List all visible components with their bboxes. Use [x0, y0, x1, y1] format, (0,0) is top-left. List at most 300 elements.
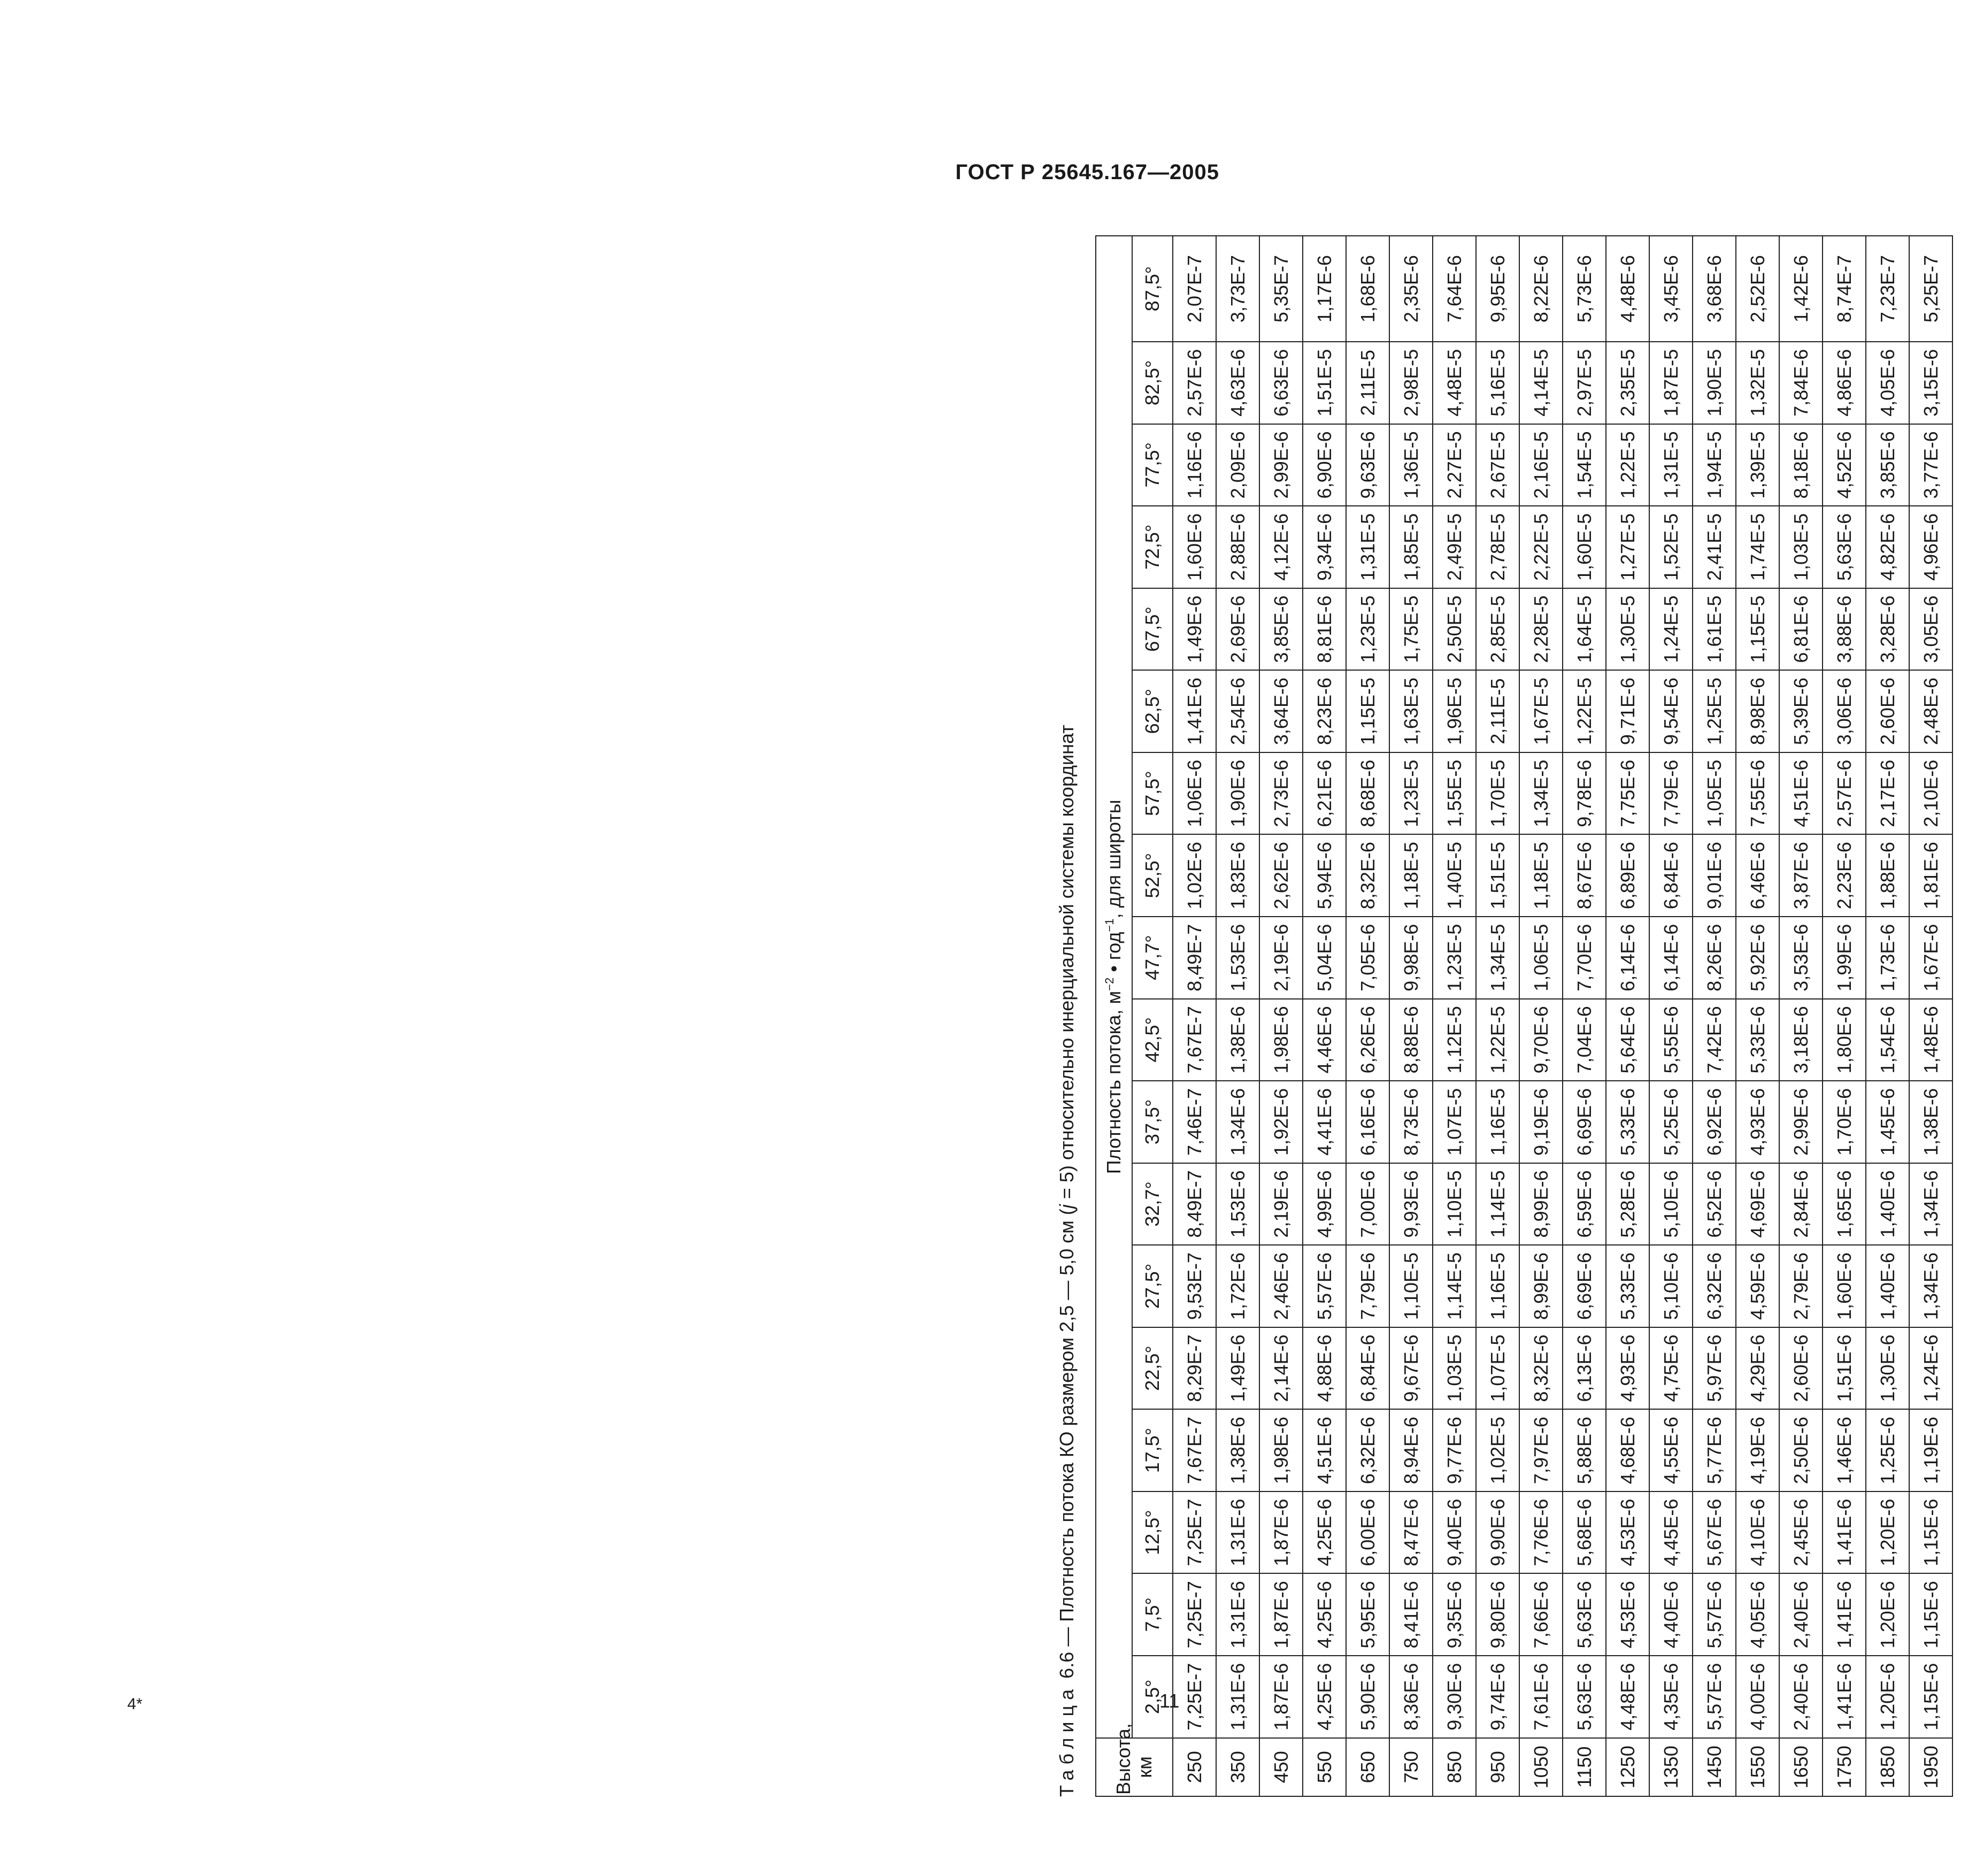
flux-value-cell: 2,41E-5 — [1693, 506, 1736, 588]
flux-value-cell: 5,63E-6 — [1823, 506, 1866, 588]
flux-value-cell: 9,95E-6 — [1476, 236, 1519, 342]
flux-value-cell: 4,55E-6 — [1649, 1409, 1693, 1491]
flux-value-cell: 4,25E-6 — [1303, 1656, 1346, 1738]
flux-value-cell: 5,33E-6 — [1606, 1245, 1649, 1327]
latitude-header-row — [1132, 236, 1173, 1796]
flux-value-cell: 1,52E-5 — [1649, 506, 1693, 588]
flux-value-cell: 1,14E-5 — [1433, 1245, 1476, 1327]
flux-value-cell: 1,72E-6 — [1216, 1245, 1259, 1327]
flux-value-cell: 2,17E-6 — [1866, 752, 1909, 835]
flux-value-cell: 1,61E-5 — [1693, 588, 1736, 671]
flux-value-cell: 4,96E-6 — [1909, 506, 1952, 588]
flux-value-cell: 1,99E-6 — [1823, 917, 1866, 999]
altitude-cell: 1550 — [1736, 1738, 1779, 1796]
altitude-cell: 1950 — [1909, 1738, 1952, 1796]
flux-value-cell: 2,46E-6 — [1259, 1245, 1303, 1327]
flux-value-cell: 1,17E-6 — [1303, 236, 1346, 342]
flux-value-cell: 1,15E-5 — [1346, 670, 1389, 752]
flux-value-cell: 6,90E-6 — [1303, 424, 1346, 506]
flux-value-cell: 6,46E-6 — [1736, 834, 1779, 917]
flux-value-cell: 1,48E-6 — [1909, 999, 1952, 1081]
flux-value-cell: 9,74E-6 — [1476, 1656, 1519, 1738]
flux-value-cell: 7,70E-6 — [1563, 917, 1606, 999]
flux-value-cell: 5,94E-6 — [1303, 834, 1346, 917]
flux-value-cell: 8,23E-6 — [1303, 670, 1346, 752]
flux-value-cell: 4,12E-6 — [1259, 506, 1303, 588]
flux-value-cell: 1,22E-5 — [1606, 424, 1649, 506]
flux-value-cell: 1,70E-6 — [1823, 1081, 1866, 1163]
flux-value-cell: 4,46E-6 — [1303, 999, 1346, 1081]
flux-value-cell: 8,74E-7 — [1823, 236, 1866, 342]
flux-value-cell: 1,30E-6 — [1866, 1327, 1909, 1410]
flux-value-cell: 2,23E-6 — [1823, 834, 1866, 917]
flux-value-cell: 1,32E-5 — [1736, 342, 1779, 424]
flux-value-cell: 3,28E-6 — [1866, 588, 1909, 671]
flux-value-cell: 7,04E-6 — [1563, 999, 1606, 1081]
flux-value-cell: 2,49E-5 — [1433, 506, 1476, 588]
table-row — [1779, 236, 1823, 1796]
flux-value-cell: 7,64E-6 — [1433, 236, 1476, 342]
flux-value-cell: 3,64E-6 — [1259, 670, 1303, 752]
flux-value-cell: 6,69E-6 — [1563, 1081, 1606, 1163]
flux-density-table — [1095, 235, 1953, 1797]
flux-value-cell: 9,77E-6 — [1433, 1409, 1476, 1491]
table-row — [1563, 236, 1606, 1796]
flux-value-cell: 9,35E-6 — [1433, 1573, 1476, 1656]
flux-value-cell: 1,15E-5 — [1736, 588, 1779, 671]
flux-value-cell: 5,97E-6 — [1693, 1327, 1736, 1410]
flux-value-cell: 1,27E-5 — [1606, 506, 1649, 588]
flux-value-cell: 8,18E-6 — [1779, 424, 1823, 506]
flux-value-cell: 1,60E-6 — [1173, 506, 1216, 588]
flux-value-cell: 6,16E-6 — [1346, 1081, 1389, 1163]
flux-value-cell: 2,07E-7 — [1173, 236, 1216, 342]
flux-value-cell: 8,81E-6 — [1303, 588, 1346, 671]
flux-value-cell: 1,34E-5 — [1519, 752, 1563, 835]
altitude-cell: 1650 — [1779, 1738, 1823, 1796]
flux-value-cell: 4,59E-6 — [1736, 1245, 1779, 1327]
altitude-cell: 1450 — [1693, 1738, 1736, 1796]
flux-value-cell: 1,15E-6 — [1909, 1491, 1952, 1574]
flux-value-cell: 1,12E-5 — [1433, 999, 1476, 1081]
flux-value-cell: 5,95E-6 — [1346, 1573, 1389, 1656]
latitude-header: 42,5° — [1132, 999, 1173, 1081]
flux-value-cell: 1,53E-6 — [1216, 917, 1259, 999]
flux-value-cell: 2,11E-5 — [1346, 342, 1389, 424]
latitude-header: 82,5° — [1132, 342, 1173, 424]
flux-value-cell: 9,34E-6 — [1303, 506, 1346, 588]
flux-value-cell: 5,04E-6 — [1303, 917, 1346, 999]
altitude-cell: 850 — [1433, 1738, 1476, 1796]
flux-value-cell: 1,25E-5 — [1693, 670, 1736, 752]
flux-value-cell: 5,90E-6 — [1346, 1656, 1389, 1738]
latitude-header: 57,5° — [1132, 752, 1173, 835]
flux-value-cell: 7,79E-6 — [1346, 1245, 1389, 1327]
flux-value-cell: 5,57E-6 — [1693, 1656, 1736, 1738]
flux-value-cell: 1,38E-6 — [1909, 1081, 1952, 1163]
flux-value-cell: 2,27E-5 — [1433, 424, 1476, 506]
flux-value-cell: 4,48E-6 — [1606, 1656, 1649, 1738]
flux-value-cell: 1,90E-5 — [1693, 342, 1736, 424]
flux-value-cell: 7,84E-6 — [1779, 342, 1823, 424]
latitude-header: 17,5° — [1132, 1409, 1173, 1491]
caption-text-after: = 5) относительно инерциальной системы координат — [1056, 725, 1078, 1205]
flux-value-cell: 9,67E-6 — [1389, 1327, 1433, 1410]
flux-value-cell: 8,94E-6 — [1389, 1409, 1433, 1491]
flux-value-cell: 2,60E-6 — [1866, 670, 1909, 752]
flux-value-cell: 1,07E-5 — [1476, 1327, 1519, 1410]
flux-value-cell: 5,55E-6 — [1649, 999, 1693, 1081]
flux-value-cell: 7,79E-6 — [1649, 752, 1693, 835]
flux-value-cell: 1,31E-6 — [1216, 1491, 1259, 1574]
flux-value-cell: 2,48E-6 — [1909, 670, 1952, 752]
flux-value-cell: 4,29E-6 — [1736, 1327, 1779, 1410]
flux-value-cell: 3,73E-7 — [1216, 236, 1259, 342]
flux-value-cell: 5,39E-6 — [1779, 670, 1823, 752]
table-row — [1216, 236, 1259, 1796]
flux-value-cell: 7,67E-7 — [1173, 1409, 1216, 1491]
flux-value-cell: 1,94E-5 — [1693, 424, 1736, 506]
flux-value-cell: 1,41E-6 — [1823, 1491, 1866, 1574]
flux-value-cell: 5,10E-6 — [1649, 1163, 1693, 1245]
flux-value-cell: 4,69E-6 — [1736, 1163, 1779, 1245]
flux-value-cell: 2,11E-5 — [1476, 670, 1519, 752]
flux-value-cell: 1,19E-6 — [1909, 1409, 1952, 1491]
flux-value-cell: 4,48E-5 — [1433, 342, 1476, 424]
flux-value-cell: 1,18E-5 — [1389, 834, 1433, 917]
flux-value-cell: 2,19E-6 — [1259, 1163, 1303, 1245]
flux-value-cell: 1,65E-6 — [1823, 1163, 1866, 1245]
flux-value-cell: 1,88E-6 — [1866, 834, 1909, 917]
flux-value-cell: 3,53E-6 — [1779, 917, 1823, 999]
flux-value-cell: 5,67E-6 — [1693, 1491, 1736, 1574]
flux-value-cell: 7,42E-6 — [1693, 999, 1736, 1081]
flux-value-cell: 6,32E-6 — [1693, 1245, 1736, 1327]
flux-value-cell: 2,22E-5 — [1519, 506, 1563, 588]
altitude-header-line1: Высота, — [1112, 1723, 1134, 1795]
flux-value-cell: 1,24E-6 — [1909, 1327, 1952, 1410]
flux-value-cell: 7,25E-7 — [1173, 1491, 1216, 1574]
altitude-cell: 1150 — [1563, 1738, 1606, 1796]
flux-value-cell: 1,18E-5 — [1519, 834, 1563, 917]
flux-value-cell: 6,26E-6 — [1346, 999, 1389, 1081]
flux-value-cell: 4,48E-6 — [1606, 236, 1649, 342]
flux-value-cell: 2,73E-6 — [1259, 752, 1303, 835]
flux-value-cell: 2,40E-6 — [1779, 1573, 1823, 1656]
flux-value-cell: 1,41E-6 — [1823, 1573, 1866, 1656]
flux-value-cell: 1,98E-6 — [1259, 999, 1303, 1081]
flux-value-cell: 1,96E-5 — [1433, 670, 1476, 752]
flux-value-cell: 5,57E-6 — [1303, 1245, 1346, 1327]
flux-value-cell: 4,51E-6 — [1779, 752, 1823, 835]
flux-value-cell: 4,93E-6 — [1606, 1327, 1649, 1410]
flux-value-cell: 5,77E-6 — [1693, 1409, 1736, 1491]
flux-value-cell: 1,31E-5 — [1649, 424, 1693, 506]
flux-value-cell: 2,99E-6 — [1779, 1081, 1823, 1163]
altitude-cell: 350 — [1216, 1738, 1259, 1796]
flux-value-cell: 2,52E-6 — [1736, 236, 1779, 342]
flux-value-cell: 1,46E-6 — [1823, 1409, 1866, 1491]
flux-value-cell: 4,86E-6 — [1823, 342, 1866, 424]
flux-value-cell: 9,93E-6 — [1389, 1163, 1433, 1245]
flux-value-cell: 1,20E-6 — [1866, 1573, 1909, 1656]
flux-value-cell: 6,84E-6 — [1346, 1327, 1389, 1410]
flux-value-cell: 4,00E-6 — [1736, 1656, 1779, 1738]
flux-value-cell: 3,88E-6 — [1823, 588, 1866, 671]
flux-value-cell: 6,14E-6 — [1649, 917, 1693, 999]
flux-value-cell: 3,68E-6 — [1693, 236, 1736, 342]
flux-value-cell: 2,45E-6 — [1779, 1491, 1823, 1574]
flux-value-cell: 4,25E-6 — [1303, 1491, 1346, 1574]
flux-value-cell: 1,83E-6 — [1216, 834, 1259, 917]
flux-value-cell: 4,14E-5 — [1519, 342, 1563, 424]
flux-value-cell: 5,25E-6 — [1649, 1081, 1693, 1163]
flux-value-cell: 7,25E-7 — [1173, 1656, 1216, 1738]
flux-value-cell: 6,14E-6 — [1606, 917, 1649, 999]
flux-value-cell: 6,21E-6 — [1303, 752, 1346, 835]
altitude-cell: 450 — [1259, 1738, 1303, 1796]
flux-value-cell: 1,30E-5 — [1606, 588, 1649, 671]
flux-value-cell: 9,54E-6 — [1649, 670, 1693, 752]
flux-value-cell: 6,32E-6 — [1346, 1409, 1389, 1491]
table-row — [1823, 236, 1866, 1796]
flux-value-cell: 8,99E-6 — [1519, 1245, 1563, 1327]
flux-value-cell: 1,40E-6 — [1866, 1163, 1909, 1245]
flux-value-cell: 5,35E-7 — [1259, 236, 1303, 342]
flux-value-cell: 6,52E-6 — [1693, 1163, 1736, 1245]
caption-j-variable: j — [1056, 1204, 1078, 1209]
flux-value-cell: 6,13E-6 — [1563, 1327, 1606, 1410]
flux-value-cell: 2,57E-6 — [1823, 752, 1866, 835]
altitude-column-header — [1096, 1723, 1173, 1796]
altitude-header-line2: км — [1134, 1756, 1156, 1778]
flux-value-cell: 5,10E-6 — [1649, 1245, 1693, 1327]
flux-value-cell: 1,23E-5 — [1389, 752, 1433, 835]
table-row — [1649, 236, 1693, 1796]
flux-value-cell: 2,88E-6 — [1216, 506, 1259, 588]
flux-value-cell: 1,55E-5 — [1433, 752, 1476, 835]
flux-value-cell: 7,66E-6 — [1519, 1573, 1563, 1656]
flux-value-cell: 5,33E-6 — [1606, 1081, 1649, 1163]
flux-value-cell: 2,97E-5 — [1563, 342, 1606, 424]
flux-value-cell: 2,54E-6 — [1216, 670, 1259, 752]
flux-value-cell: 6,81E-6 — [1779, 588, 1823, 671]
altitude-cell: 950 — [1476, 1738, 1519, 1796]
flux-value-cell: 7,75E-6 — [1606, 752, 1649, 835]
flux-value-cell: 3,45E-6 — [1649, 236, 1693, 342]
group-header-exponent-area: −2 — [1103, 977, 1116, 991]
flux-value-cell: 3,85E-6 — [1259, 588, 1303, 671]
flux-value-cell: 1,05E-5 — [1693, 752, 1736, 835]
flux-value-cell: 1,34E-6 — [1216, 1081, 1259, 1163]
altitude-cell: 650 — [1346, 1738, 1389, 1796]
table-row — [1173, 236, 1216, 1796]
caption-text-before: — Плотность потока КО размером 2,5 — 5,0 см ( — [1056, 1209, 1078, 1652]
rotated-table-block — [1048, 235, 1968, 1797]
flux-value-cell: 7,97E-6 — [1519, 1409, 1563, 1491]
flux-value-cell: 1,20E-6 — [1866, 1656, 1909, 1738]
flux-value-cell: 2,14E-6 — [1259, 1327, 1303, 1410]
flux-value-cell: 3,77E-6 — [1909, 424, 1952, 506]
flux-value-cell: 1,87E-6 — [1259, 1491, 1303, 1574]
flux-value-cell: 2,50E-6 — [1779, 1409, 1823, 1491]
latitude-header: 77,5° — [1132, 424, 1173, 506]
flux-value-cell: 3,05E-6 — [1909, 588, 1952, 671]
flux-value-cell: 2,16E-5 — [1519, 424, 1563, 506]
flux-value-cell: 1,34E-6 — [1909, 1163, 1952, 1245]
group-header-unit: • год — [1103, 932, 1125, 978]
flux-value-cell: 4,53E-6 — [1606, 1573, 1649, 1656]
flux-value-cell: 5,63E-6 — [1563, 1656, 1606, 1738]
flux-value-cell: 7,05E-6 — [1346, 917, 1389, 999]
latitude-header: 22,5° — [1132, 1327, 1173, 1410]
flux-value-cell: 1,92E-6 — [1259, 1081, 1303, 1163]
flux-value-cell: 5,25E-7 — [1909, 236, 1952, 342]
latitude-header: 7,5° — [1132, 1573, 1173, 1656]
flux-value-cell: 4,05E-6 — [1866, 342, 1909, 424]
flux-value-cell: 5,28E-6 — [1606, 1163, 1649, 1245]
flux-value-cell: 1,36E-5 — [1389, 424, 1433, 506]
flux-value-cell: 9,63E-6 — [1346, 424, 1389, 506]
flux-value-cell: 2,60E-6 — [1779, 1327, 1823, 1410]
flux-value-cell: 7,61E-6 — [1519, 1656, 1563, 1738]
group-header-exponent-time: −1 — [1103, 918, 1116, 932]
flux-value-cell: 8,49E-7 — [1173, 1163, 1216, 1245]
flux-value-cell: 7,76E-6 — [1519, 1491, 1563, 1574]
flux-value-cell: 5,63E-6 — [1563, 1573, 1606, 1656]
latitude-header: 37,5° — [1132, 1081, 1173, 1163]
flux-value-cell: 1,42E-6 — [1779, 236, 1823, 342]
flux-value-cell: 5,16E-5 — [1476, 342, 1519, 424]
flux-value-cell: 4,41E-6 — [1303, 1081, 1346, 1163]
flux-value-cell: 9,70E-6 — [1519, 999, 1563, 1081]
flux-value-cell: 1,98E-6 — [1259, 1409, 1303, 1491]
flux-value-cell: 2,98E-5 — [1389, 342, 1433, 424]
flux-value-cell: 1,87E-6 — [1259, 1656, 1303, 1738]
flux-value-cell: 1,23E-5 — [1433, 917, 1476, 999]
flux-value-cell: 2,10E-6 — [1909, 752, 1952, 835]
flux-value-cell: 4,51E-6 — [1303, 1409, 1346, 1491]
flux-value-cell: 3,87E-6 — [1779, 834, 1823, 917]
flux-value-cell: 7,25E-7 — [1173, 1573, 1216, 1656]
flux-value-cell: 2,69E-6 — [1216, 588, 1259, 671]
flux-value-cell: 5,64E-6 — [1606, 999, 1649, 1081]
flux-value-cell: 4,75E-6 — [1649, 1327, 1693, 1410]
flux-value-cell: 2,79E-6 — [1779, 1245, 1823, 1327]
document-standard-id: ГОСТ Р 25645.167—2005 — [955, 160, 1219, 184]
flux-value-cell: 3,06E-6 — [1823, 670, 1866, 752]
flux-value-cell: 3,15E-6 — [1909, 342, 1952, 424]
flux-value-cell: 8,73E-6 — [1389, 1081, 1433, 1163]
flux-value-cell: 1,25E-6 — [1866, 1409, 1909, 1491]
table-body — [1173, 236, 1952, 1796]
flux-value-cell: 1,34E-5 — [1476, 917, 1519, 999]
flux-value-cell: 1,16E-5 — [1476, 1081, 1519, 1163]
flux-value-cell: 6,89E-6 — [1606, 834, 1649, 917]
flux-value-cell: 2,09E-6 — [1216, 424, 1259, 506]
flux-value-cell: 1,51E-6 — [1823, 1327, 1866, 1410]
flux-value-cell: 1,39E-5 — [1736, 424, 1779, 506]
flux-value-cell: 8,88E-6 — [1389, 999, 1433, 1081]
flux-value-cell: 8,22E-6 — [1519, 236, 1563, 342]
flux-value-cell: 4,88E-6 — [1303, 1327, 1346, 1410]
latitude-header: 67,5° — [1132, 588, 1173, 671]
flux-value-cell: 1,14E-5 — [1476, 1163, 1519, 1245]
flux-value-cell: 1,31E-5 — [1346, 506, 1389, 588]
flux-value-cell: 1,15E-6 — [1909, 1573, 1952, 1656]
altitude-cell: 1850 — [1866, 1738, 1909, 1796]
flux-value-cell: 9,98E-6 — [1389, 917, 1433, 999]
flux-value-cell: 1,16E-6 — [1173, 424, 1216, 506]
flux-value-cell: 9,53E-7 — [1173, 1245, 1216, 1327]
flux-value-cell: 1,53E-6 — [1216, 1163, 1259, 1245]
flux-value-cell: 6,63E-6 — [1259, 342, 1303, 424]
flux-value-cell: 1,80E-6 — [1823, 999, 1866, 1081]
table-row — [1519, 236, 1563, 1796]
table-row — [1303, 236, 1346, 1796]
flux-value-cell: 1,45E-6 — [1866, 1081, 1909, 1163]
flux-density-group-header — [1096, 236, 1132, 1738]
flux-value-cell: 2,57E-6 — [1173, 342, 1216, 424]
flux-value-cell: 9,80E-6 — [1476, 1573, 1519, 1656]
latitude-header: 27,5° — [1132, 1245, 1173, 1327]
caption-label: Таблица — [1056, 1683, 1078, 1797]
altitude-cell: 250 — [1173, 1738, 1216, 1796]
flux-value-cell: 5,68E-6 — [1563, 1491, 1606, 1574]
flux-value-cell: 1,49E-6 — [1216, 1327, 1259, 1410]
flux-value-cell: 1,74E-5 — [1736, 506, 1779, 588]
flux-value-cell: 6,84E-6 — [1649, 834, 1693, 917]
latitude-header: 52,5° — [1132, 834, 1173, 917]
flux-value-cell: 1,51E-5 — [1303, 342, 1346, 424]
flux-value-cell: 1,64E-5 — [1563, 588, 1606, 671]
flux-value-cell: 9,78E-6 — [1563, 752, 1606, 835]
flux-value-cell: 4,25E-6 — [1303, 1573, 1346, 1656]
flux-value-cell: 2,35E-6 — [1389, 236, 1433, 342]
flux-value-cell: 2,84E-6 — [1779, 1163, 1823, 1245]
flux-value-cell: 1,34E-6 — [1909, 1245, 1952, 1327]
flux-value-cell: 8,26E-6 — [1693, 917, 1736, 999]
flux-value-cell: 1,85E-5 — [1389, 506, 1433, 588]
table-row — [1866, 236, 1909, 1796]
flux-value-cell: 1,87E-6 — [1259, 1573, 1303, 1656]
flux-value-cell: 1,20E-6 — [1866, 1491, 1909, 1574]
page-number: 11 — [1159, 1690, 1180, 1712]
flux-value-cell: 4,05E-6 — [1736, 1573, 1779, 1656]
flux-value-cell: 8,49E-7 — [1173, 917, 1216, 999]
altitude-cell: 550 — [1303, 1738, 1346, 1796]
flux-value-cell: 1,03E-5 — [1433, 1327, 1476, 1410]
flux-value-cell: 1,90E-6 — [1216, 752, 1259, 835]
flux-value-cell: 7,67E-7 — [1173, 999, 1216, 1081]
flux-value-cell: 1,81E-6 — [1909, 834, 1952, 917]
altitude-cell: 1050 — [1519, 1738, 1563, 1796]
group-header-text: Плотность потока, м — [1103, 990, 1125, 1174]
flux-value-cell: 2,35E-5 — [1606, 342, 1649, 424]
flux-value-cell: 4,53E-6 — [1606, 1491, 1649, 1574]
flux-value-cell: 7,46E-7 — [1173, 1081, 1216, 1163]
flux-value-cell: 1,02E-5 — [1476, 1409, 1519, 1491]
group-header-suffix: , для широты — [1103, 799, 1125, 919]
latitude-header: 87,5° — [1132, 236, 1173, 342]
flux-value-cell: 4,63E-6 — [1216, 342, 1259, 424]
flux-value-cell: 1,60E-6 — [1823, 1245, 1866, 1327]
altitude-cell: 1350 — [1649, 1738, 1693, 1796]
flux-value-cell: 1,02E-6 — [1173, 834, 1216, 917]
flux-value-cell: 2,28E-5 — [1519, 588, 1563, 671]
table-row — [1606, 236, 1649, 1796]
flux-value-cell: 1,41E-6 — [1823, 1656, 1866, 1738]
